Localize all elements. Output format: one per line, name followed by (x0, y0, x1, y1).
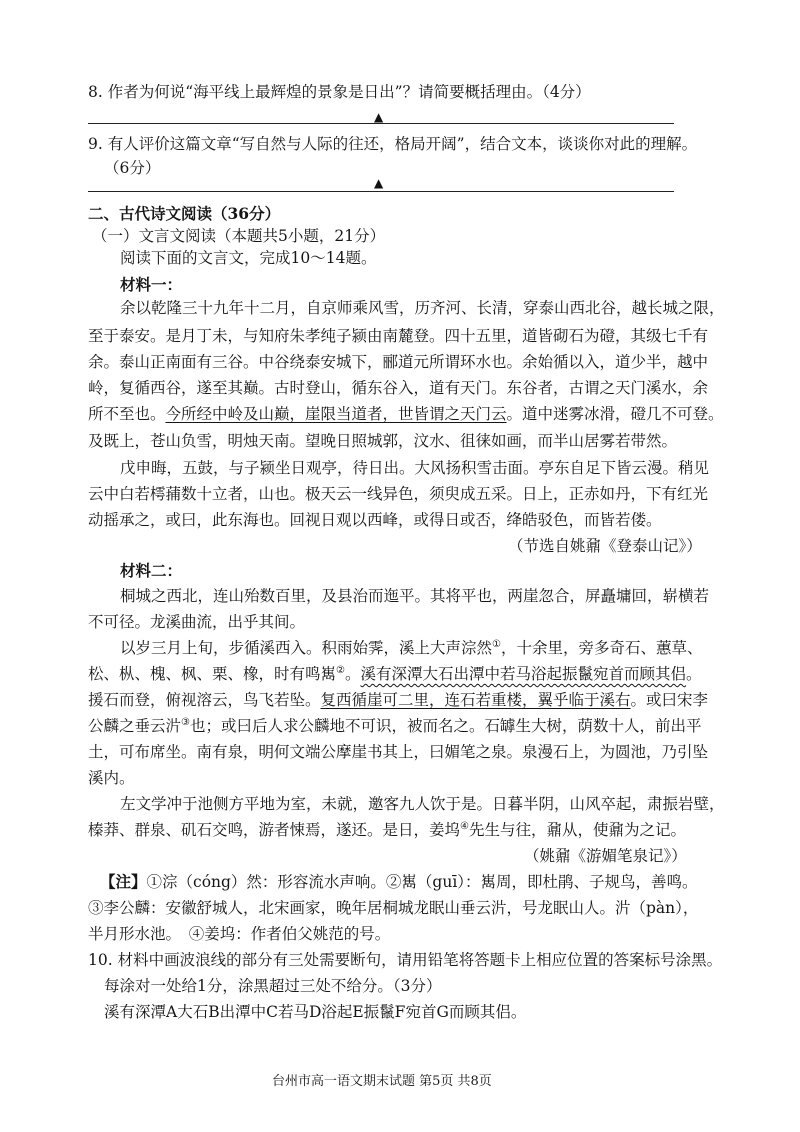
m2-source: （姚鼐《游媚笔泉记》） (524, 847, 687, 865)
text: 松、枞、槐、枫、栗、橡，时有鸣嶲 (88, 665, 337, 683)
question-10-sentence: 溪有深潭A大石B出潭中C若马D浴起E振鬣F宛首G而顾其侣。 (104, 1003, 527, 1021)
question-10: 10. 材料中画波浪线的部分有三处需要断句，请用铅笔将答题卡上相应位置的答案标号涂黑。 (88, 951, 723, 969)
material-1-title: 材料一： (120, 275, 183, 294)
note-ref: ① (492, 638, 501, 650)
m2-line: 桐城之西北，连山殆数百里，及县治而迤平。其将平也，两崖忽合，屏矗墉回，崭横若 (120, 587, 710, 605)
answer-line (88, 123, 674, 124)
answer-marker: ▲ (374, 110, 384, 124)
text: ，十余里，旁多奇石、蕙草、 (500, 639, 703, 657)
notes-line (100, 868, 698, 897)
note-ref: ② (336, 664, 345, 676)
note-ref: ③ (181, 716, 190, 728)
m1-line: 云中白若樗蒱数十立者，山也。极天云一线异色，须臾成五采。日上，正赤如丹，下有红光 (88, 485, 709, 503)
note-ref: ④ (460, 820, 469, 832)
question-9-score: （6分） (104, 159, 161, 177)
text: 榛莽、群泉、矶石交鸣，游者悚焉，遂还。是日，姜坞 (88, 821, 461, 839)
text: 以岁三月上旬，步循溪西入。积雨始霁，溪上大声淙然 (120, 639, 493, 657)
instruction: 阅读下面的文言文，完成10～14题。 (120, 249, 377, 267)
question-10-line: 每涂对一处给1分，涂黑超过三处不给分。（3分） (104, 977, 442, 995)
m1-line: 余。泰山正南面有三谷。中谷绕泰安城下，郦道元所谓环水也。余始循以入，道少半，越中 (88, 353, 709, 371)
m2-line (88, 686, 708, 715)
m1-line: 岭，复循西谷，遂至其巅。古时登山，循东谷入，道有天门。东谷者，古谓之天门溪水，余 (88, 379, 709, 397)
m1-source: （节选自姚鼐《登泰山记》） (508, 537, 702, 555)
material-2-title: 材料二： (120, 561, 183, 580)
underlined-sentence: 今所经中岭及山巅，崖限当道者，世皆谓之天门云 (165, 405, 507, 423)
page-footer: 台州市高一语文期末试题 第5页 共8页 (272, 1074, 492, 1089)
m2-line: 溪内。 (88, 769, 135, 787)
m2-line (88, 660, 702, 689)
notes-label: 【注】 (100, 872, 147, 891)
text: ①淙（cóng）然：形容流水声响。②嶲（guī）：嶲周，即杜鹃、子规鸟，善鸣。 (146, 873, 698, 891)
subsection-title: （一）文言文阅读（本题共5小题，21分） (92, 227, 386, 245)
text: 。或曰宋李 (630, 691, 709, 709)
text: 也；或曰后人求公麟地不可识，被而名之。石罅生大树，荫数十人，前出平 (189, 717, 702, 735)
text: 先生与往，鼐从，使鼐为之记。 (468, 821, 686, 839)
m1-line: 及既上，苍山负雪，明烛天南。望晚日照城郭，汶水、徂徕如画，而半山居雾若带然。 (88, 432, 678, 450)
m2-line: 左文学冲于池侧方平地为室，未就，邀客九人饮于是。日暮半阴，山风卒起，肃振岩壁， (120, 795, 725, 813)
m1-line: 至于泰安。是月丁未，与知府朱孝纯子颍由南麓登。四十五里，道皆砌石为磴，其级七千有 (88, 327, 709, 345)
m1-line: 戊申晦，五鼓，与子颍坐日观亭，待日出。大风扬积雪击面。亭东自足下皆云漫。稍见 (120, 459, 710, 477)
m2-line (88, 712, 702, 741)
answer-line (88, 191, 674, 192)
m2-line (120, 634, 703, 663)
m1-line: 动摇承之，或曰，此东海也。回视日观以西峰，或得日或否，绛皓驳色，而皆若偻。 (88, 511, 662, 529)
m2-line: 不可径。龙溪曲流，出乎其间。 (88, 613, 306, 631)
text: 公麟之垂云沜 (88, 717, 182, 735)
m2-line: 土，可布席坐。南有泉，明何文端公摩崖书其上，曰媚笔之泉。泉漫石上，为圆池，乃引坠 (88, 743, 709, 761)
m2-line (88, 816, 686, 845)
question-9: 9. 有人评价这篇文章“写自然与人际的往还，格局开阔”，结合文本，谈谈你对此的理解。 (88, 135, 698, 153)
m1-line: 余以乾隆三十九年十二月，自京师乘风雪，历齐河、长清，穿泰山西北谷，越长城之限， (120, 299, 725, 317)
text: 援石而登，俯视溶云，鸟飞若坠。 (88, 691, 321, 709)
text: 所不至也。 (88, 405, 166, 423)
answer-marker: ▲ (374, 176, 384, 190)
wavy-underlined-sentence: 溪有深潭大石出潭中若马浴起振鬣宛首而顾其侣 (360, 665, 687, 683)
question-8: 8. 作者为何说“海平线上最辉煌的景象是日出”？请简要概括理由。（4分） (88, 83, 591, 101)
notes-line: 半月形水池。 ④姜坞：作者伯父姚范的号。 (88, 925, 391, 943)
section-title: 二、古代诗文阅读（36分） (88, 204, 281, 223)
m1-line (88, 400, 724, 429)
text: 。 (344, 665, 361, 683)
text: 。 (686, 665, 702, 683)
text: 。道中迷雾冰滑，磴几不可登。 (506, 405, 724, 423)
notes-line: ③李公麟：安徽舒城人，北宋画家，晚年居桐城龙眠山垂云沜，号龙眠山人。沜（pàn）， (88, 899, 699, 917)
underlined-sentence: 复西循崖可二里，连石若重楼，翼乎临于溪右 (320, 691, 631, 709)
